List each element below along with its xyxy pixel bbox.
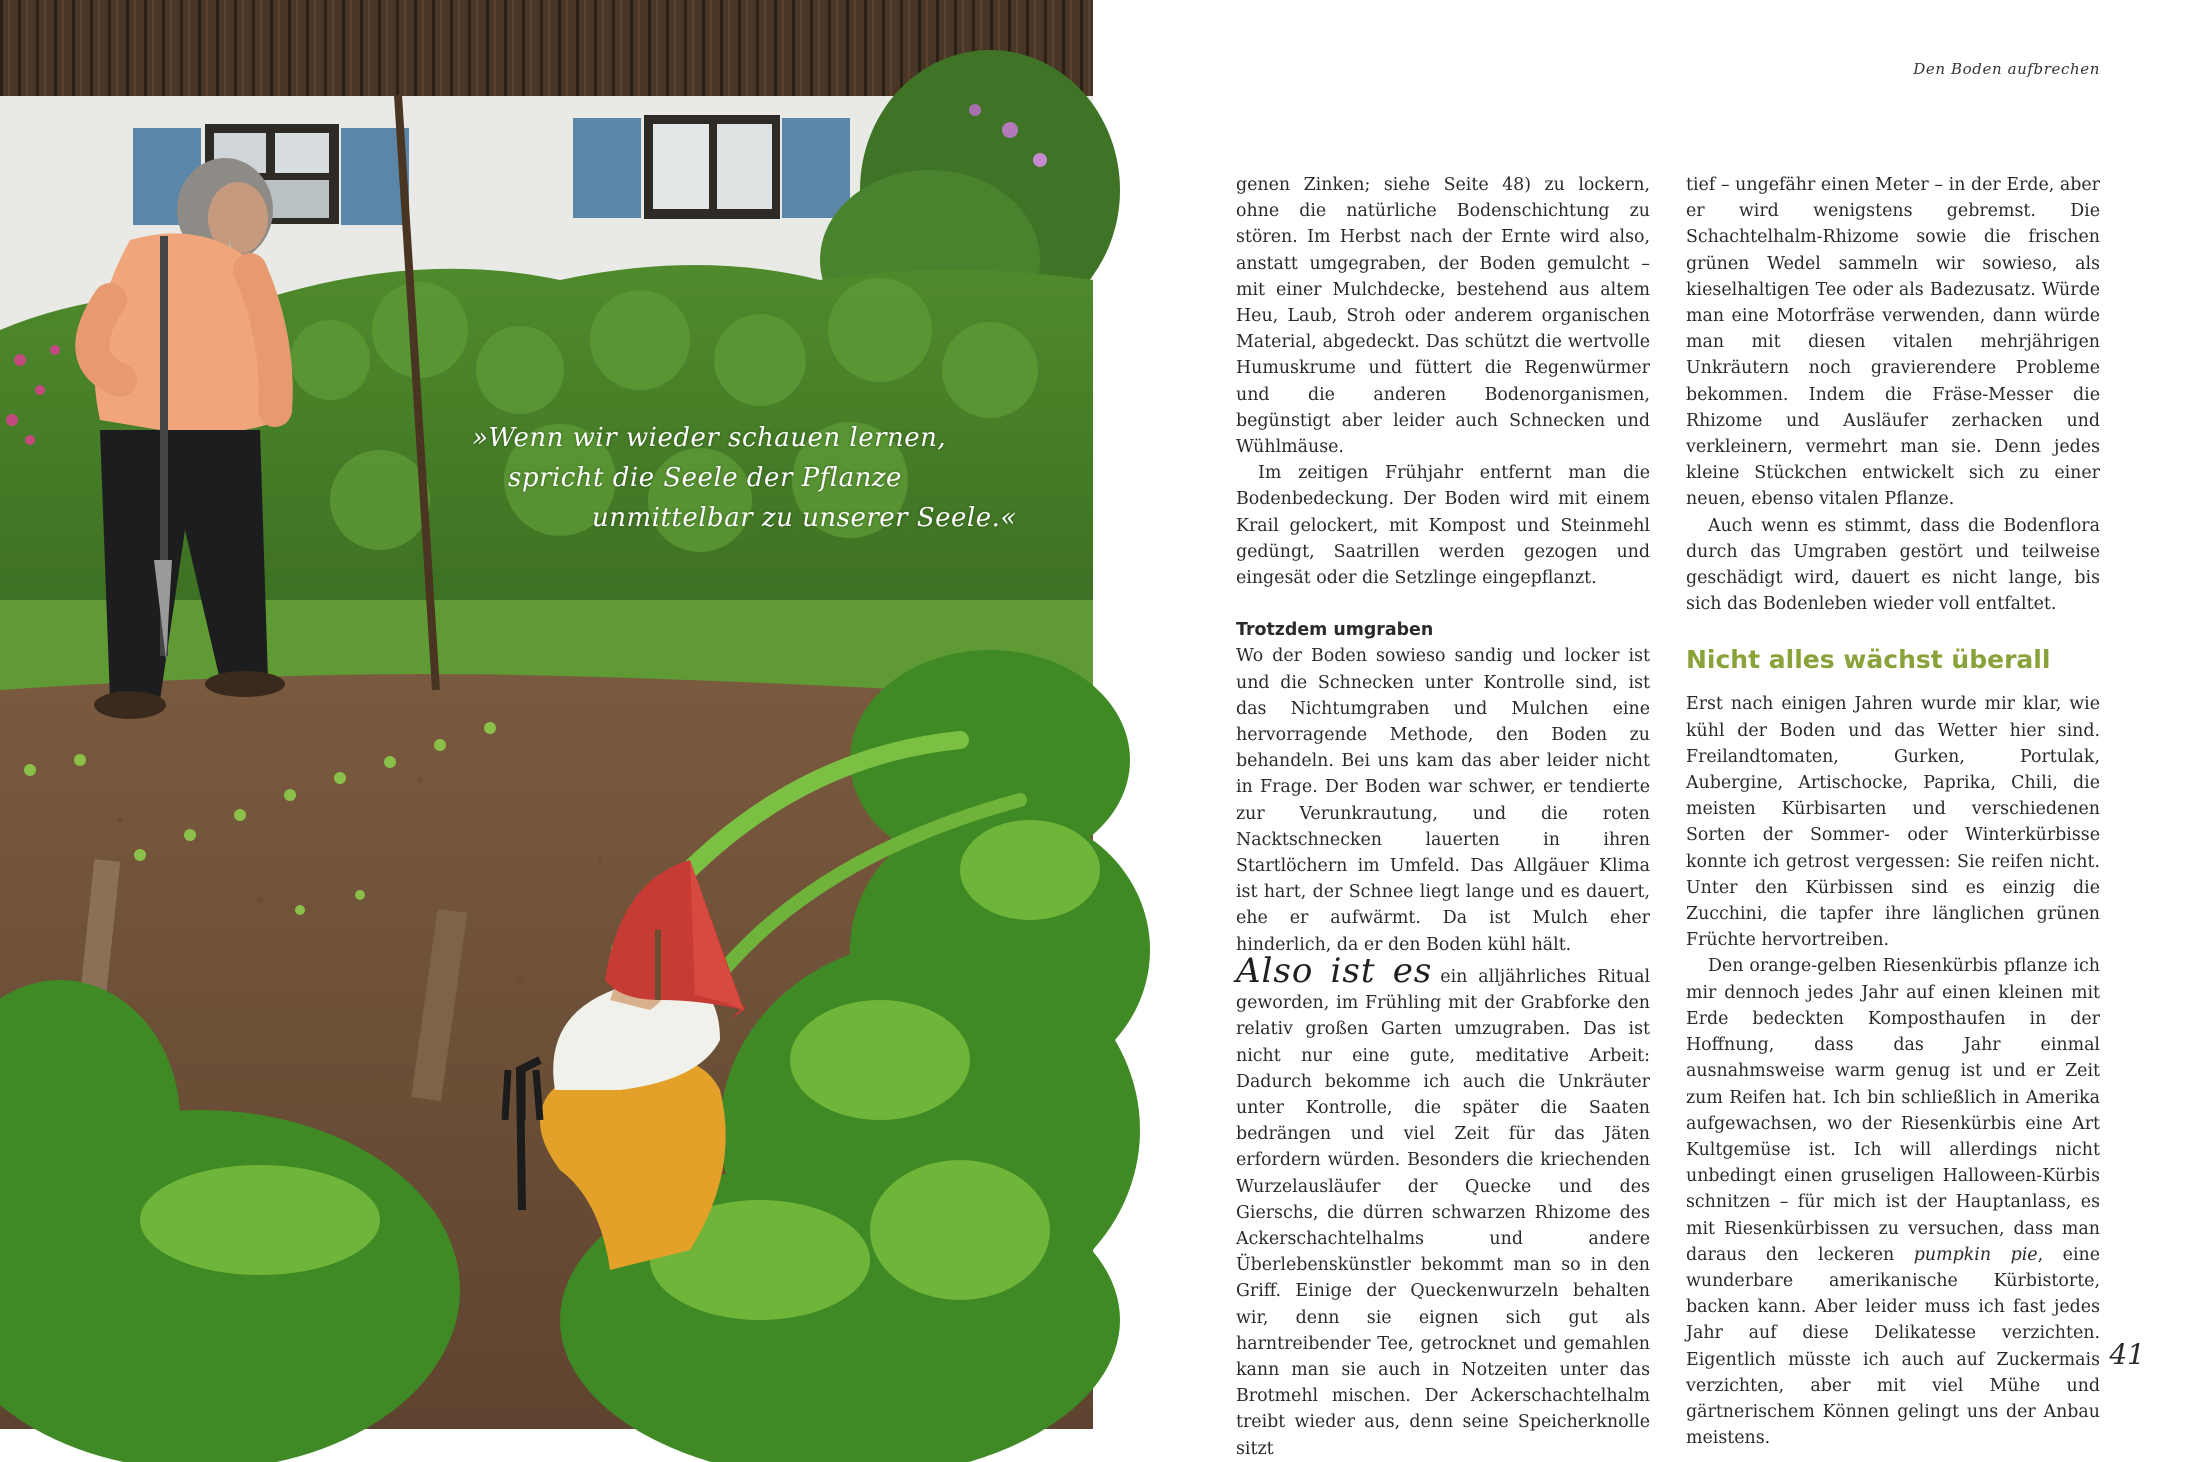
- paragraph: Wo der Boden sowieso sandig und locker ist und die Schnecken unter Kontrolle sind, ist das Nichtumgraben und Mulchen eine hervorragende Methode, den Boden zu behandeln. Bei uns kam das aber leider nicht in Frage. Der Boden war schwer, er tendierte zur Verunkrautung, und die roten Nacktschnecken lauerten in ihren Startlöchern im Umfeld. Das Allgäuer Klima ist hart, der Schnee liegt lange und es dauert, ehe er aufwärmt. Da ist Mulch eher hinderlich, da er den Boden kühl hält.: [1236, 646, 1650, 955]
- text-column-left: [1236, 172, 1650, 1462]
- text-column-right: [1686, 172, 2100, 1451]
- paragraph-text: Den orange-gelben Riesenkürbis pflanze ich mir dennoch jedes Jahr auf einen kleinen mit Erde bedeckten Komposthaufen in der Hoffnung, dass das Jahr einmal ausnahmsweise warm genug ist und er Zeit zum Reifen hat. Ich bin schließlich in Amerika aufgewachsen, wo der Riesenkürbis eine Art Kultgemüse ist. Ich will allerdings nicht unbedingt einen gruseligen Halloween-Kürbis schnitzen – für mich ist der Hauptanlass, es mit Riesenkürbissen zu versuchen, dass man daraus den leckeren: [1686, 956, 2100, 1265]
- italic-term: pumpkin pie: [1913, 1244, 2038, 1265]
- quote-line: »Wenn wir wieder schauen lernen,: [472, 423, 947, 453]
- paragraph-text: ein alljährliches Ritual geworden, im Frühling mit der Grabforke den relativ großen Garten umzugraben. Das ist nicht nur eine gute, meditative Arbeit: Dadurch bekomme ich auch die Unkräuter unter Kontrolle, die später die Saaten bedrängen und viel Zeit für das Jäten erfordern würden. Besonders die kriechenden Wurzelausläufer der Quecke und des Gierschs, die dürren schwarzen Rhizome des Ackerschachtelhalms und andere Überlebenskünstler bekommt man so in den Griff. Einige der Queckenwurzeln behalten wir, denn sie eignen sich gut als harntreibender Tee, getrocknet und gemahlen kann man sie auch in Notzeiten unter das Brotmehl mischen. Der Ackerschachtelhalm treibt wieder aus, denn seine Speicherknolle sitzt: [1236, 966, 1651, 1459]
- paragraph-with-lead: [1236, 950, 1651, 1462]
- paragraph: Auch wenn es stimmt, dass die Bodenflora durch das Umgraben gestört und teilweise geschädigt wird, dauert es nicht lange, bis sich das Bodenleben wieder voll entfaltet.: [1686, 515, 2100, 615]
- paragraph: genen Zinken; siehe Seite 48) zu lockern, ohne die natürliche Bodenschichtung zu stören. Im Herbst nach der Ernte wird also, anstatt umgegraben, der Boden gemulcht – mit einer Mulchdecke, bestehend aus altem Heu, Laub, Stroh oder anderem organischen Material, abgedeckt. Das schützt die wertvolle Humuskrume und füttert die Regenwürmer und die anderen Bodenorganismen, begünstigt aber leider auch Schnecken und Wühlmäuse.: [1236, 175, 1650, 458]
- subheading: Trotzdem umgraben: [1236, 620, 1434, 641]
- paragraph: tief – ungefähr einen Meter – in der Erde, aber er wird wenigstens gebremst. Die Schachtelhalm-Rhizome sowie die frischen grünen Wedel sammeln wir sowieso, als kieselhaltigen Tee oder als Badezusatz. Würde man eine Motorfräse verwenden, dann würde man mit diesen vitalen mehrjährigen Unkräutern noch gravierendere Probleme bekommen. Indem die Fräse-Messer die Rhizome und Ausläufer zerhacken und verkleinern, vermehrt man sie. Denn jedes kleine Stückchen entwickelt sich zu einer neuen, ebenso vitalen Pflanze.: [1686, 175, 2100, 510]
- garden-scene-illustration: [0, 0, 1093, 1429]
- section-heading: Nicht alles wächst überall: [1686, 645, 2051, 675]
- handwritten-lead: Also ist es: [1236, 950, 1433, 991]
- paragraph: Erst nach einigen Jahren wurde mir klar, wie kühl der Boden und das Wetter hier sind. Freilandtomaten, Gurken, Portulak, Aubergine, Artischocke, Paprika, Chili, die meisten Kürbisarten und verschiedenen Sorten der Sommer- oder Winterkürbisse konnte ich getrost vergessen: Sie reifen nicht. Unter den Kürbissen sind es einzig die Zucchini, die tapfer ihre länglichen grünen Früchte hervortreiben.: [1686, 694, 2100, 951]
- paragraph-text: , eine wunderbare amerikanische Kürbistorte, backen kann. Aber leider muss ich fast jedes Jahr auf diese Delikatesse verzichten. Eigentlich müsste ich auch auf Zuckermais verzichten, aber mit viel Mühe und gärtnerischem Können gelingt uns der Anbau meistens.: [1686, 1244, 2101, 1449]
- quote-line: spricht die Seele der Pflanze: [508, 463, 902, 493]
- running-header: Den Boden aufbrechen: [1913, 60, 2100, 78]
- paragraph: Im zeitigen Frühjahr entfernt man die Bodenbedeckung. Der Boden wird mit einem Krail gelockert, mit Kompost und Steinmehl gedüngt, Saatrillen werden gezogen und eingesät oder die Setzlinge eingepflanzt.: [1236, 463, 1650, 589]
- page-number: 41: [2109, 1338, 2145, 1371]
- quote-line: unmittelbar zu unserer Seele.«: [592, 503, 1017, 533]
- garden-photo: [0, 0, 1093, 1429]
- paragraph: [1686, 953, 2100, 1451]
- window-right: [573, 115, 850, 219]
- photo-quote: [472, 418, 1032, 538]
